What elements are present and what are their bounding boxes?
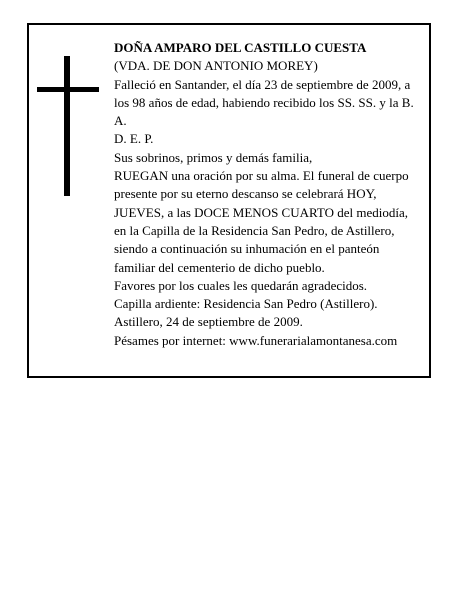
widow-of: (VDA. DE DON ANTONIO MOREY): [114, 58, 318, 74]
cross-horizontal-bar: [37, 87, 99, 92]
obituary-notice: [27, 23, 431, 378]
mourners: Sus sobrinos, primos y demás familia,: [114, 149, 313, 165]
cross-vertical-bar: [64, 56, 70, 196]
obituary-text: [114, 39, 414, 350]
death-info: Falleció en Santander, el día 23 de septiembre de 2009, a los 98 años de edad, habiendo recibido los SS. SS. y la B. A.: [114, 76, 414, 129]
dep-abbreviation: D. E. P.: [114, 131, 154, 147]
condolences-line: Pésames por internet: www.funerarialamontanesa.com: [114, 332, 398, 348]
deceased-name: DOÑA AMPARO DEL CASTILLO CUESTA: [114, 40, 367, 55]
chapel-info: Capilla ardiente: Residencia San Pedro (Astillero).: [114, 296, 378, 312]
place-date: Astillero, 24 de septiembre de 2009.: [114, 314, 303, 330]
thanks-line: Favores por los cuales les quedarán agradecidos.: [114, 277, 368, 293]
cross-icon: [37, 56, 99, 196]
funeral-request: RUEGAN una oración por su alma. El funeral de cuerpo presente por su eterno descanso se celebrará HOY, JUEVES, a las DOCE MENOS CUARTO del mediodía, en la Capilla de la Residencia San Pedro, de Astillero, siendo a continuación su inhumación en el panteón familiar del cementerio de dicho pueblo.: [114, 168, 409, 275]
